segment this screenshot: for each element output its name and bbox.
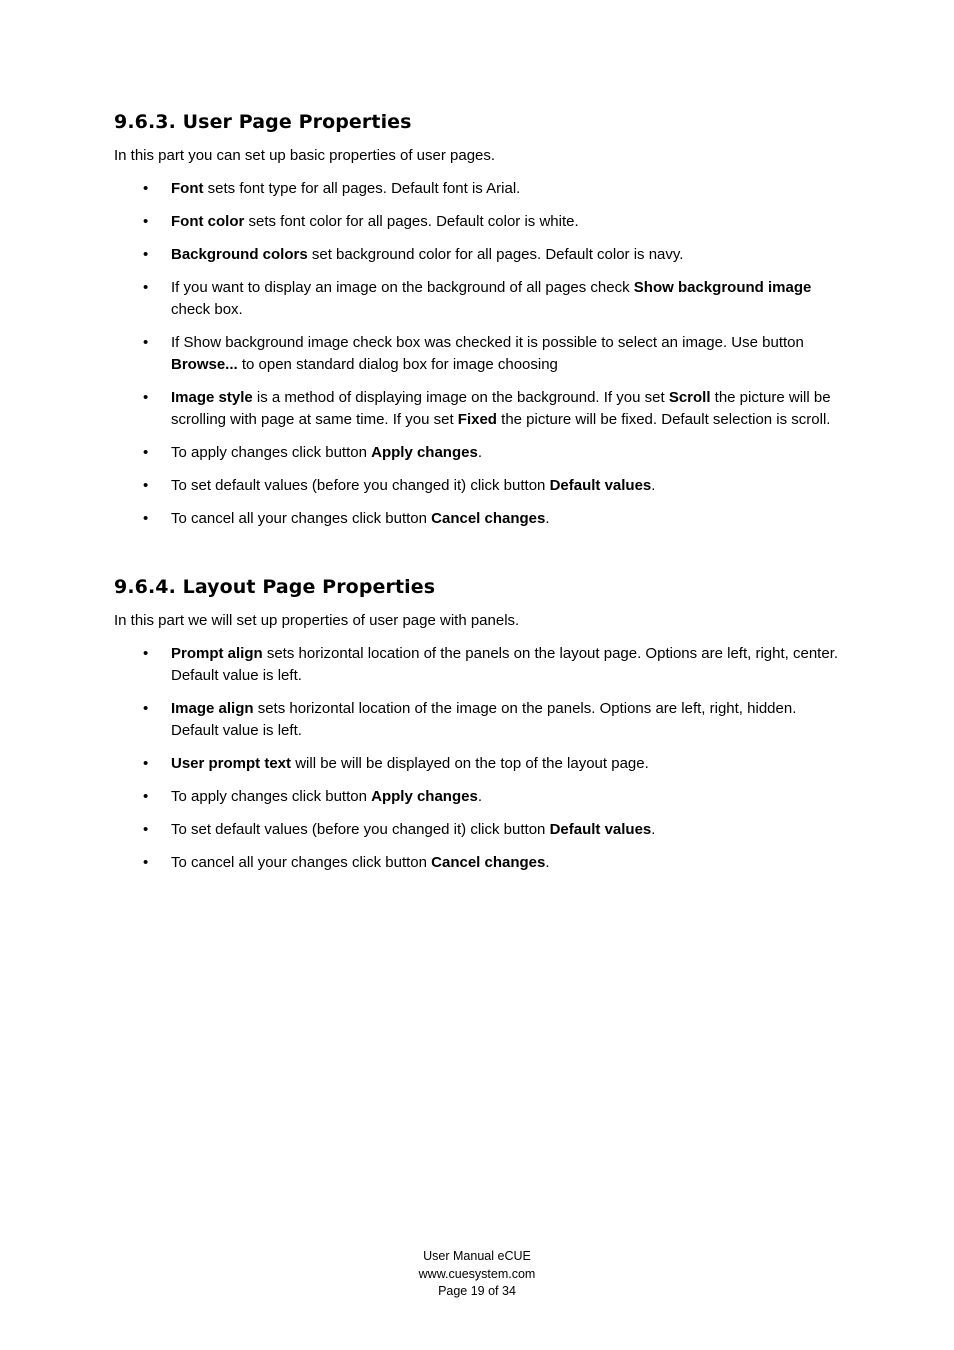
item-text: sets font type for all pages. Default font is Arial. xyxy=(203,180,521,197)
list-item xyxy=(114,442,844,464)
item-text: is a method of displaying image on the background. If you set xyxy=(252,389,669,406)
section-layout-page-properties xyxy=(114,573,844,874)
bullet-marker: • xyxy=(143,645,149,662)
bold-term: Default values xyxy=(549,821,652,838)
bold-term: Show background image xyxy=(633,279,812,296)
bullet-marker: • xyxy=(143,700,149,717)
footer-website: www.cuesystem.com xyxy=(418,1266,536,1281)
item-text: To set default values (before you changed it) click button xyxy=(171,477,550,494)
item-text: If you want to display an image on the background of all pages check xyxy=(171,279,634,296)
bullet-marker: • xyxy=(143,213,149,230)
bold-term: Image style xyxy=(171,389,253,406)
bold-term: Cancel changes xyxy=(431,854,546,871)
list-item xyxy=(114,277,844,321)
section-heading: 9.6.4. Layout Page Properties xyxy=(114,576,436,598)
list-item xyxy=(114,332,844,376)
item-text: sets horizontal location of the image on the panels. Options are left, right, hidden. Default value is left. xyxy=(171,700,797,739)
section-intro: In this part you can set up basic properties of user pages. xyxy=(114,147,496,164)
list-item xyxy=(114,178,844,200)
bold-term: Prompt align xyxy=(171,645,263,662)
item-text: set background color for all pages. Default color is navy. xyxy=(307,246,684,263)
bullet-marker: • xyxy=(143,788,149,805)
bullet-marker: • xyxy=(143,279,149,296)
bullet-marker: • xyxy=(143,180,149,197)
bullet-marker: • xyxy=(143,444,149,461)
item-text: To cancel all your changes click button xyxy=(171,510,432,527)
bullet-marker: • xyxy=(143,334,149,351)
page-footer xyxy=(0,1248,954,1301)
bullet-marker: • xyxy=(143,477,149,494)
bullet-marker: • xyxy=(143,510,149,527)
list-item xyxy=(114,852,844,874)
item-text: the picture will be scrolling with page at same time. If you set xyxy=(171,389,831,428)
bullet-marker: • xyxy=(143,755,149,772)
footer-page-number: Page 19 of 34 xyxy=(438,1284,516,1298)
list-item xyxy=(114,211,844,233)
bullet-list xyxy=(114,178,844,530)
bold-term: Scroll xyxy=(668,389,711,406)
item-text: check box. xyxy=(171,301,243,318)
bold-term: Default values xyxy=(549,477,652,494)
list-item xyxy=(114,508,844,530)
item-text: To apply changes click button xyxy=(171,444,372,461)
item-text: will be will be displayed on the top of the layout page. xyxy=(291,755,649,772)
list-item xyxy=(114,786,844,808)
bold-term: Apply changes xyxy=(371,788,478,805)
bullet-marker: • xyxy=(143,246,149,263)
bullet-marker: • xyxy=(143,389,149,406)
item-text: sets font color for all pages. Default color is white. xyxy=(244,213,579,230)
item-text: to open standard dialog box for image choosing xyxy=(237,356,558,373)
item-text: . xyxy=(651,477,656,494)
bold-term: Cancel changes xyxy=(431,510,546,527)
list-item xyxy=(114,244,844,266)
item-text: If Show background image check box was checked it is possible to select an image. Use button xyxy=(171,334,804,351)
item-text: . xyxy=(545,854,550,871)
bullet-marker: • xyxy=(143,854,149,871)
footer-manual-title: User Manual eCUE xyxy=(423,1249,531,1263)
item-text: To set default values (before you changed it) click button xyxy=(171,821,550,838)
bold-term: Font color xyxy=(171,213,245,230)
bullet-list xyxy=(114,643,844,874)
section-user-page-properties xyxy=(114,108,844,530)
bold-term: Font xyxy=(171,180,204,197)
item-text: sets horizontal location of the panels on the layout page. Options are left, right, center. Default value is left. xyxy=(171,645,839,684)
list-item xyxy=(114,698,844,742)
item-text: . xyxy=(477,444,482,461)
bold-term: Image align xyxy=(171,700,254,717)
section-heading: 9.6.3. User Page Properties xyxy=(114,111,412,133)
bold-term: User prompt text xyxy=(171,755,292,772)
item-text: . xyxy=(477,788,482,805)
bold-term: Browse... xyxy=(171,356,238,373)
section-intro: In this part we will set up properties of user page with panels. xyxy=(114,612,520,629)
bold-term: Background colors xyxy=(171,246,308,263)
list-item xyxy=(114,753,844,775)
item-text: . xyxy=(545,510,550,527)
list-item xyxy=(114,819,844,841)
item-text: . xyxy=(651,821,656,838)
bold-term: Fixed xyxy=(457,411,497,428)
item-text: To apply changes click button xyxy=(171,788,372,805)
bullet-marker: • xyxy=(143,821,149,838)
list-item xyxy=(114,643,844,687)
bold-term: Apply changes xyxy=(371,444,478,461)
list-item xyxy=(114,475,844,497)
list-item xyxy=(114,387,844,431)
item-text: To cancel all your changes click button xyxy=(171,854,432,871)
item-text: the picture will be fixed. Default selection is scroll. xyxy=(496,411,831,428)
